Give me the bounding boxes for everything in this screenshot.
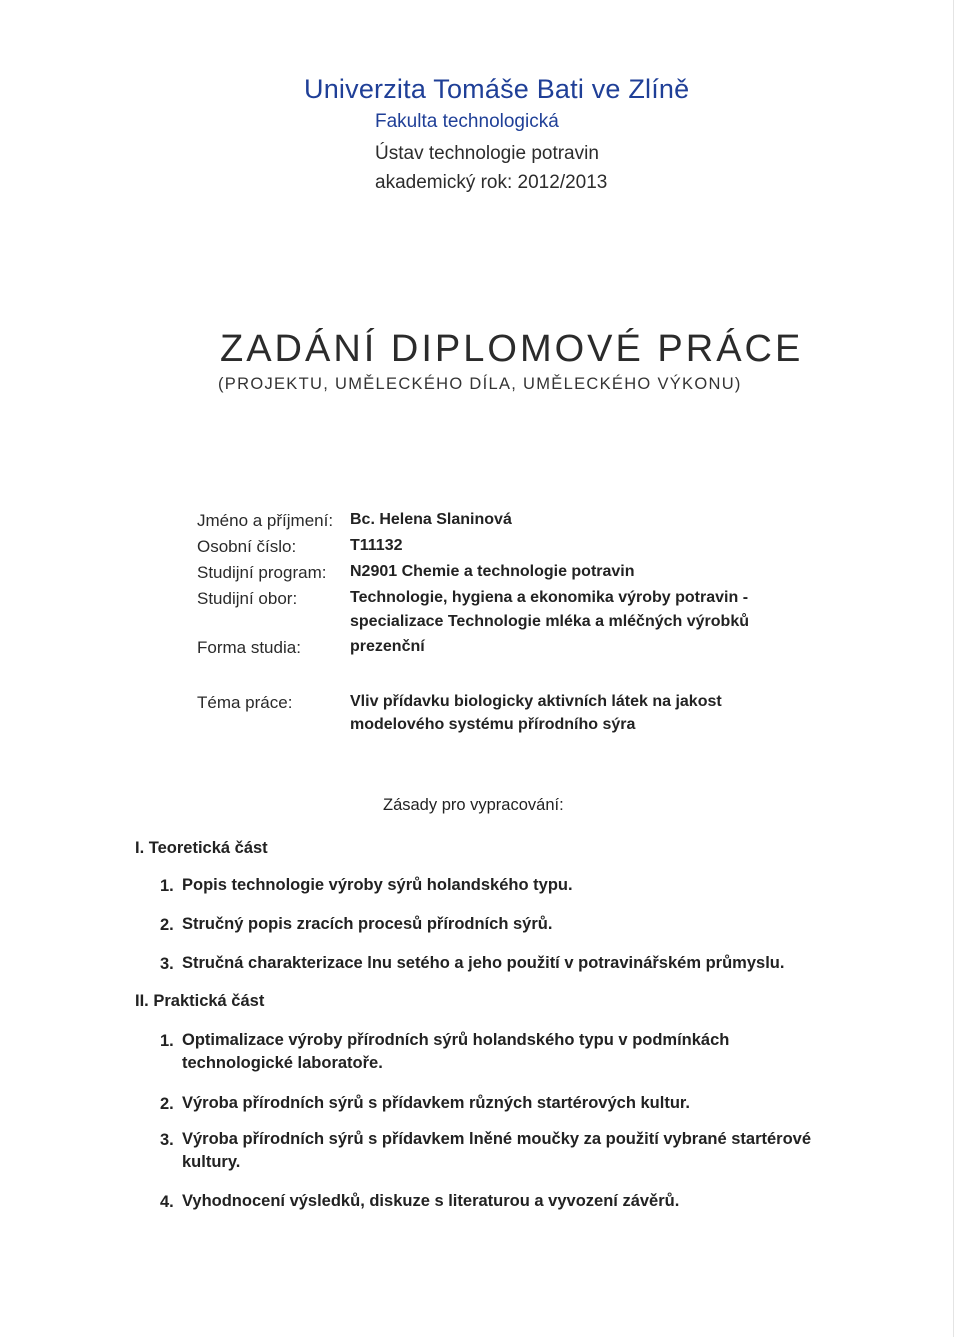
faculty-name: Fakulta technologická (375, 111, 559, 132)
field-value-line2: specializace Technologie mléka a mléčných výrobků (350, 613, 749, 630)
list-item-number: 3. (160, 1131, 174, 1149)
topic-value-line1: Vliv přídavku biologicky aktivních látek na jakost (350, 693, 722, 710)
list-item: Vyhodnocení výsledků, diskuze s literaturou a vyvození závěrů. (182, 1192, 680, 1210)
list-item: Optimalizace výroby přírodních sýrů holandského typu v podmínkách (182, 1031, 730, 1049)
field-label: Studijní obor: (197, 589, 298, 608)
program-label: Studijní program: (197, 563, 327, 582)
list-item-continued: technologické laboratoře. (182, 1054, 383, 1072)
list-item-number: 2. (160, 916, 174, 934)
name-label: Jméno a příjmení: (197, 511, 334, 530)
list-item: Stručná charakterizace lnu setého a jeho použití v potravinářském průmyslu. (182, 954, 785, 972)
list-item: Výroba přírodních sýrů s přídavkem lněné moučky za použití vybrané startérové (182, 1130, 812, 1148)
list-item-number: 4. (160, 1193, 174, 1211)
list-item-number: 3. (160, 955, 174, 973)
institute-name: Ústav technologie potravin (375, 143, 599, 164)
academic-year: akademický rok: 2012/2013 (375, 172, 608, 193)
topic-value-line2: modelového systému přírodního sýra (350, 716, 636, 733)
id-label: Osobní číslo: (197, 537, 297, 556)
program-value: N2901 Chemie a technologie potravin (350, 563, 635, 580)
list-item-number: 2. (160, 1095, 174, 1113)
theory-section-title: I. Teoretická část (135, 839, 268, 857)
list-item: Stručný popis zracích procesů přírodních sýrů. (182, 915, 553, 933)
name-value: Bc. Helena Slaninová (350, 511, 512, 528)
list-item: Popis technologie výroby sýrů holandského typu. (182, 876, 573, 894)
list-item-number: 1. (160, 877, 174, 895)
practice-section-title: II. Praktická část (135, 992, 265, 1010)
field-value-line1: Technologie, hygiena a ekonomika výroby potravin - (350, 589, 749, 606)
guidelines-heading: Zásady pro vypracování: (383, 796, 564, 814)
list-item-number: 1. (160, 1032, 174, 1050)
list-item-continued: kultury. (182, 1153, 241, 1171)
topic-label: Téma práce: (197, 693, 293, 712)
university-name: Univerzita Tomáše Bati ve Zlíně (304, 74, 690, 104)
document-title: ZADÁNÍ DIPLOMOVÉ PRÁCE (220, 328, 804, 370)
form-value: prezenční (350, 638, 425, 655)
id-value: T11132 (350, 537, 403, 554)
form-label: Forma studia: (197, 638, 301, 657)
list-item: Výroba přírodních sýrů s přídavkem různých startérových kultur. (182, 1094, 690, 1112)
page-edge (953, 0, 954, 1337)
document-subtitle: (PROJEKTU, UMĚLECKÉHO DÍLA, UMĚLECKÉHO VÝKONU) (218, 375, 742, 393)
